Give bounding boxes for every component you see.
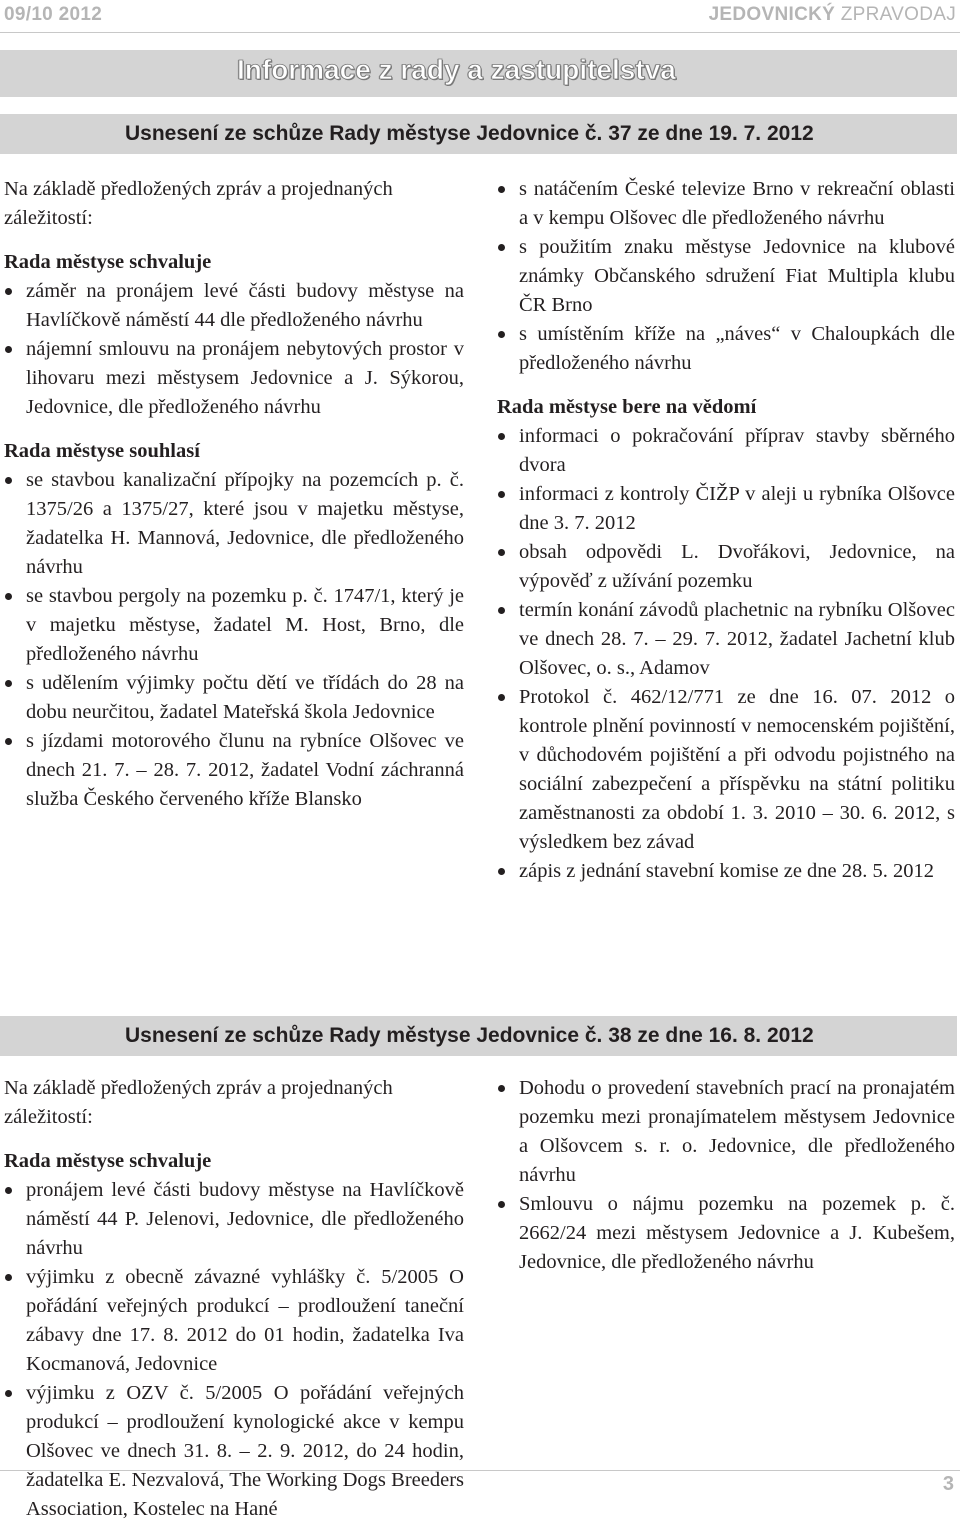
list-item: s použitím znaku městyse Jedovnice na klubové známky Občanského sdružení Fiat Multipla klubu ČR Brno (497, 233, 955, 320)
list-item: s udělením výjimky počtu dětí ve třídách do 28 na dobu neurčitou, žadatel Mateřská škola Jedovnice (4, 669, 464, 727)
list-item: informaci o pokračování příprav stavby sběrného dvora (497, 422, 955, 480)
page-title: Informace z rady a zastupitelstva (237, 54, 676, 85)
section1-notes-heading: Rada městyse bere na vědomí (497, 396, 757, 418)
list-item: s jízdami motorového člunu na rybníce Olšovec ve dnech 21. 7. – 28. 7. 2012, žadatel Vodní záchranná služba Českého červeného kříže Blansko (4, 727, 464, 814)
magazine-title (709, 4, 956, 26)
list-item: se stavbou pergoly na pozemku p. č. 1747/1, který je v majetku městyse, žadatel M. Host, Brno, dle předloženého návrhu (4, 582, 464, 669)
section2-left-column (4, 1074, 464, 1524)
section2-title: Usnesení ze schůze Rady městyse Jedovnice č. 38 ze dne 16. 8. 2012 (125, 1024, 814, 1047)
section1-notes-list (497, 422, 955, 886)
list-item: výjimku z OZV č. 5/2005 O pořádání veřejných produkcí – prodloužení kynologické akce v kempu Olšovec ve dnech 31. 8. – 2. 9. 2012, do 24 hodin, žadatelka E. Nezvalová, The Working Dogs Breeders Association, Kostelec na Hané (4, 1379, 464, 1524)
section2-approves-list (4, 1176, 464, 1524)
list-item: záměr na pronájem levé části budovy městyse na Havlíčkově náměstí 44 dle předloženého návrhu (4, 277, 464, 335)
section2-right-column (497, 1074, 955, 1277)
list-item: se stavbou kanalizační přípojky na pozemcích p. č. 1375/26 a 1375/27, které jsou v majetku městyse, žadatelka H. Mannová, Jedovnice, dle předloženého návrhu (4, 466, 464, 582)
footer-rule (0, 1470, 960, 1471)
section1-agrees-list (4, 466, 464, 814)
section1-approves-list (4, 277, 464, 422)
section1-left-column (4, 175, 464, 814)
list-item: nájemní smlouvu na pronájem nebytových prostor v lihovaru mezi městysem Jedovnice a J. Sýkorou, Jedovnice, dle předloženého návrhu (4, 335, 464, 422)
header-rule (0, 32, 960, 33)
list-item: Dohodu o provedení stavebních prací na pronajatém pozemku mezi pronajímatelem městysem Jedovnice a Olšovcem s. r. o. Jedovnice, dle předloženého návrhu (497, 1074, 955, 1190)
list-item: Smlouvu o nájmu pozemku na pozemek p. č. 2662/24 mezi městysem Jedovnice a J. Kubešem, Jedovnice, dle předloženého návrhu (497, 1190, 955, 1277)
section1-approves-heading: Rada městyse schvaluje (4, 251, 212, 273)
list-item: termín konání závodů plachetnic na rybníku Olšovec ve dnech 28. 7. – 29. 7. 2012, žadatel Jachetní klub Olšovec, o. s., Adamov (497, 596, 955, 683)
section1-agrees-heading: Rada městyse souhlasí (4, 440, 200, 462)
section1-agrees-list-continued (497, 175, 955, 378)
list-item: Protokol č. 462/12/771 ze dne 16. 07. 2012 o kontrole plnění povinností v nemocenském pojištění, v důchodovém pojištění a při odvodu pojistného na sociální zabezpečení a příspěvku na státní politiku zaměstnanosti za období 1. 3. 2010 – 30. 6. 2012, s výsledkem bez závad (497, 683, 955, 857)
page-number: 3 (942, 1473, 954, 1495)
list-item: informaci z kontroly ČIŽP v aleji u rybníka Olšovce dne 3. 7. 2012 (497, 480, 955, 538)
section1-title: Usnesení ze schůze Rady městyse Jedovnice č. 37 ze dne 19. 7. 2012 (125, 122, 814, 145)
section2-intro: Na základě předložených zpráv a projednaných záležitostí: (4, 1077, 393, 1128)
section2-approves-list-continued (497, 1074, 955, 1277)
list-item: obsah odpovědi L. Dvořákovi, Jedovnice, na výpověď z užívání pozemku (497, 538, 955, 596)
list-item: s umístěním kříže na „náves“ v Chaloupkách dle předloženého návrhu (497, 320, 955, 378)
list-item: pronájem levé části budovy městyse na Havlíčkově náměstí 44 P. Jelenovi, Jedovnice, dle předloženého návrhu (4, 1176, 464, 1263)
magazine-title-light: ZPRAVODAJ (840, 4, 956, 25)
issue-number: 09/10 2012 (4, 4, 103, 25)
list-item: zápis z jednání stavební komise ze dne 28. 5. 2012 (497, 857, 955, 886)
list-item: výjimku z obecně závazné vyhlášky č. 5/2005 O pořádání veřejných produkcí – prodloužení taneční zábavy dne 17. 8. 2012 do 01 hodin, žadatelka Iva Kocmanová, Jedovnice (4, 1263, 464, 1379)
section2-approves-heading: Rada městyse schvaluje (4, 1150, 212, 1172)
section1-right-column (497, 175, 955, 886)
section1-intro: Na základě předložených zpráv a projednaných záležitostí: (4, 178, 393, 229)
magazine-title-bold: JEDOVNICKÝ (708, 4, 836, 25)
list-item: s natáčením České televize Brno v rekreační oblasti a v kempu Olšovec dle předloženého návrhu (497, 175, 955, 233)
